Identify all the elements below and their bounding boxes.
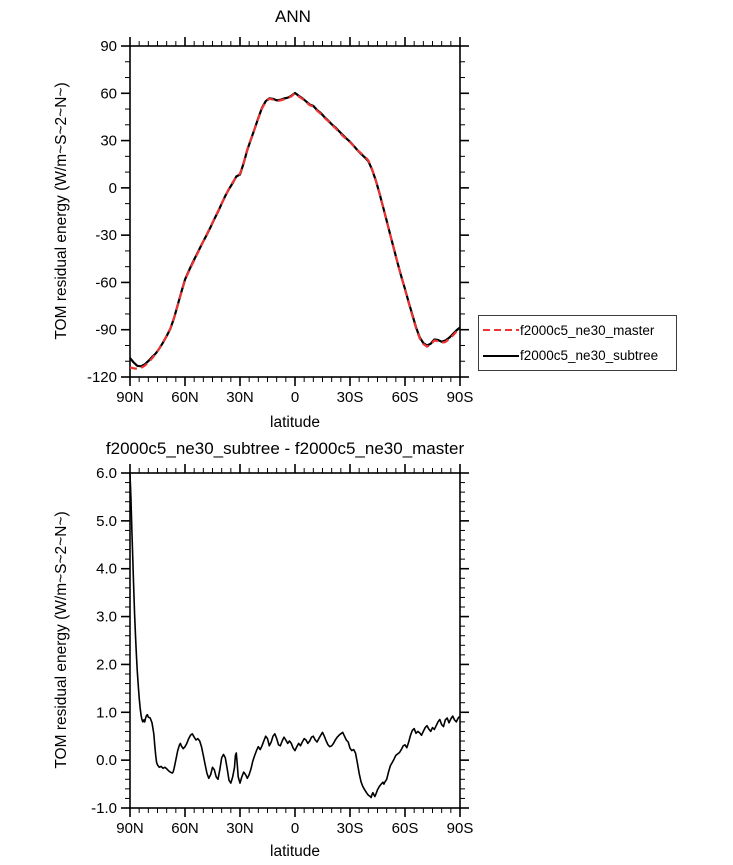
legend: [478, 315, 677, 371]
y-tick-label: 30: [100, 132, 117, 150]
ann-latitude-plot: [87, 37, 473, 406]
y-axis-title-difference: TOM residual energy (W/m~S~2~N~): [53, 511, 70, 769]
legend-line-red-dashed-icon: [482, 325, 520, 335]
series-f2000c5_ne30_master: [130, 93, 460, 369]
y-tick-label: 0.0: [96, 752, 117, 770]
y-tick-label: 4.0: [96, 560, 117, 578]
y-tick-label: 6.0: [96, 465, 117, 482]
x-tick-label: 60S: [391, 820, 419, 837]
y-tick-label: 90: [100, 38, 117, 55]
y-tick-label: -30: [95, 227, 117, 245]
plot-frame: [130, 473, 460, 808]
legend-line-black-solid-icon: [482, 351, 520, 361]
x-tick-label: 90N: [116, 389, 144, 406]
legend-item-subtree: [479, 345, 676, 367]
x-axis-title-difference: latitude: [270, 843, 320, 860]
legend-label-subtree: f2000c5_ne30_subtree: [520, 348, 659, 364]
y-tick-label: -60: [95, 274, 117, 292]
y-tick-label: 2.0: [96, 656, 117, 674]
x-tick-label: 60N: [171, 389, 199, 406]
x-tick-label: 30N: [226, 820, 254, 837]
x-tick-label: 90S: [446, 820, 474, 837]
legend-label-master: f2000c5_ne30_master: [520, 322, 655, 338]
x-tick-label: 0: [290, 389, 300, 406]
y-tick-label: 3.0: [96, 608, 117, 626]
y-tick-label: 60: [100, 85, 117, 103]
x-tick-label: 90N: [116, 820, 144, 837]
x-tick-label: 0: [290, 820, 300, 837]
series-f2000c5_ne30_subtree: [130, 93, 460, 366]
legend-item-master: [479, 319, 676, 341]
x-tick-label: 60N: [171, 820, 199, 837]
plot-frame: [130, 46, 460, 377]
y-tick-label: 0: [108, 179, 117, 197]
x-tick-label: 30N: [226, 389, 254, 406]
y-axis-title-ann: TOM residual energy (W/m~S~2~N~): [53, 82, 70, 340]
x-axis-title-ann: latitude: [270, 414, 320, 431]
x-tick-label: 30S: [336, 820, 364, 837]
x-tick-label: 60S: [391, 389, 419, 406]
y-tick-label: -90: [95, 321, 117, 339]
x-tick-label: 90S: [446, 389, 474, 406]
y-tick-label: -120: [86, 369, 117, 386]
series-f2000c5_ne30_subtree-f2000c5_ne30_master: [130, 474, 460, 798]
y-tick-label: -1.0: [91, 800, 117, 817]
x-tick-label: 30S: [336, 389, 364, 406]
y-tick-label: 5.0: [96, 512, 117, 530]
difference-latitude-plot: [91, 464, 473, 837]
chart-title-difference: f2000c5_ne30_subtree - f2000c5_ne30_master: [105, 439, 465, 458]
chart-title-ann: ANN: [275, 7, 311, 26]
y-tick-label: 1.0: [96, 704, 117, 722]
